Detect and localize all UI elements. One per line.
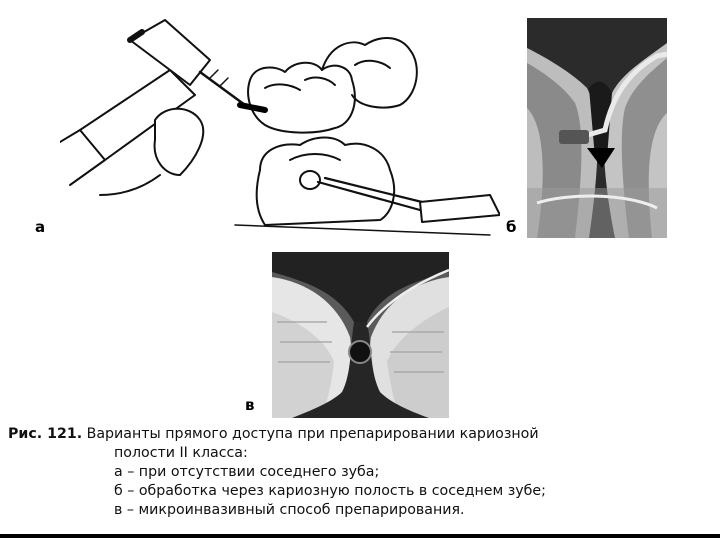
caption-item-b: б – обработка через кариозную полость в соседнем зубе; (114, 483, 546, 499)
panel-label-b: б (506, 218, 517, 236)
page-bottom-rule (0, 534, 720, 538)
panel-label-a: а (35, 218, 46, 236)
caption-item-a: а – при отсутствии соседнего зуба; (114, 464, 380, 480)
photo-microinvasive-preparation (272, 252, 449, 418)
caption-title: Варианты прямого доступа при препарировании кариозной (86, 426, 539, 442)
photo-adjacent-tooth-access (527, 18, 667, 238)
figure-caption (8, 425, 713, 520)
illustration-handpiece-drawing (60, 10, 500, 240)
panel-label-c: в (245, 396, 255, 414)
caption-item-c: в – микроинвазивный способ препарирования. (114, 502, 465, 518)
caption-figure-number: Рис. 121. (8, 426, 83, 442)
figure-panel-b (527, 18, 667, 238)
caption-title-line (8, 425, 713, 444)
caption-title-continuation: полости II класса: (114, 445, 248, 461)
figure-panel-a (60, 10, 500, 240)
figure-panel-c (272, 252, 449, 418)
